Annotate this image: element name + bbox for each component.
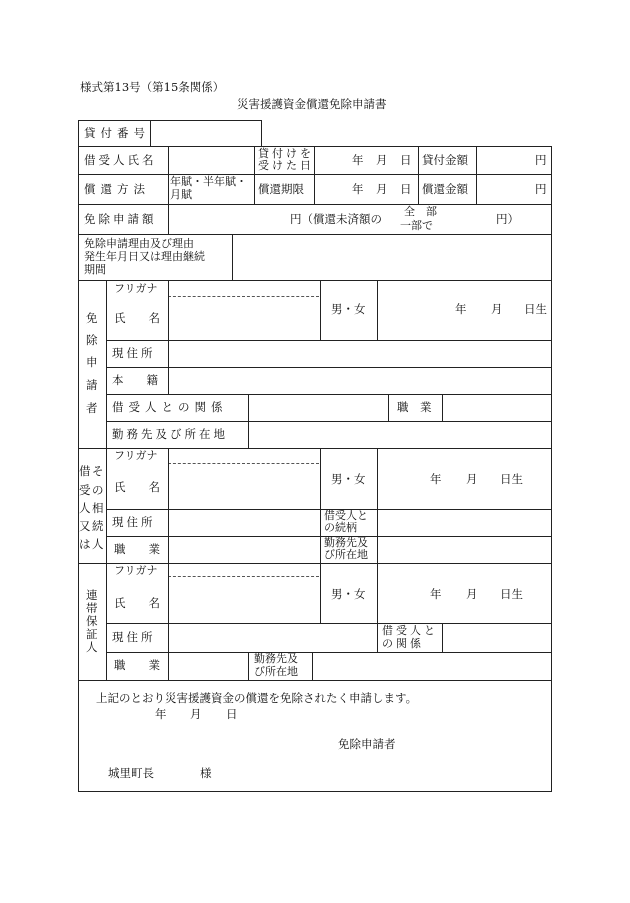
heir-side-char: 続 [92, 519, 104, 533]
guarantor-workplace-label-1: 勤務先及 [254, 652, 298, 665]
repay-method-label: 償還方法 [84, 182, 150, 196]
heir-birth-month: 月 [466, 472, 478, 486]
applicant-furigana-label: フリガナ [114, 282, 158, 295]
guarantor-birth-day: 日生 [500, 587, 523, 601]
repay-year: 年 [352, 182, 364, 196]
heir-relation-label-1: 借受人と [324, 509, 368, 522]
guarantor-birth-year: 年 [430, 587, 442, 601]
applicant-gender: 男・女 [331, 302, 366, 316]
heir-side-char: 人 [92, 537, 104, 551]
exempt-yen-close: 円） [496, 212, 519, 226]
applicant-birth-year: 年 [455, 302, 467, 316]
addressee-mayor: 城里町長 [108, 766, 154, 780]
guarantor-occupation-label: 職 業 [114, 658, 160, 672]
repay-month: 月 [376, 182, 388, 196]
heir-gender: 男・女 [331, 472, 366, 486]
exempt-part: 一部で [400, 219, 433, 232]
applicant-birth-month: 月 [491, 302, 503, 316]
repay-day: 日 [400, 182, 412, 196]
guarantor-relation-label-2: の関係 [382, 637, 424, 650]
heir-relation-label-2: の続柄 [324, 521, 357, 534]
loan-amount-label: 貸付金額 [422, 153, 468, 167]
guarantor-workplace-label-2: び所在地 [254, 665, 298, 678]
loan-number-field[interactable] [152, 122, 260, 145]
exempt-amount-label: 免除申請額 [84, 212, 157, 226]
applicant-occupation-label: 職 業 [397, 400, 432, 414]
guarantor-side-char: 帯 [86, 601, 98, 615]
declaration-text: 上記のとおり災害援護資金の償還を免除されたく申請します。 [96, 691, 418, 705]
heir-side-char: 受 [79, 483, 91, 497]
received-day: 日 [400, 153, 412, 167]
heir-side-char: 人 [79, 501, 91, 515]
guarantor-gender: 男・女 [331, 587, 366, 601]
guarantor-relation-label-1: 借受人と [382, 624, 438, 637]
applicant-domicile-label: 本 籍 [112, 373, 158, 387]
guarantor-side-char: 連 [86, 588, 98, 602]
guarantor-furigana-label: フリガナ [114, 564, 158, 577]
exemption-applicant-label: 免除申請者 [338, 737, 396, 751]
received-year: 年 [352, 153, 364, 167]
reason-label-3: 期間 [84, 263, 106, 276]
exempt-unpaid-text: 円（償還未済額の [290, 212, 382, 226]
repay-method-options-2: 月賦 [170, 188, 192, 201]
received-date-label-2: 受けた日 [258, 159, 314, 172]
declaration-year: 年 [155, 707, 167, 721]
loan-amount-yen: 円 [535, 153, 547, 167]
exempt-all: 全 部 [404, 205, 437, 218]
repay-amount-label: 償還金額 [422, 182, 468, 196]
applicant-workplace-label: 勤務先及び所在地 [112, 427, 228, 441]
heir-address-label: 現住所 [112, 515, 156, 529]
applicant-side-char: 請 [86, 378, 98, 392]
form-number: 様式第13号（第15条関係） [80, 80, 225, 94]
heir-workplace-label-1: 勤務先及 [324, 536, 368, 549]
applicant-side-char: 申 [86, 355, 98, 369]
received-date-label-1: 貸付けを [258, 147, 314, 160]
heir-occupation-label: 職 業 [114, 542, 160, 556]
applicant-relation-label: 借受人との関係 [112, 400, 228, 414]
addressee-honorific: 様 [200, 766, 212, 780]
applicant-side-char: 者 [86, 401, 98, 415]
heir-side-char: は [79, 537, 91, 551]
repay-method-options-1: 年賦・半年賦・ [170, 175, 247, 188]
reason-label-1: 免除申請理由及び理由 [84, 237, 194, 250]
heir-side-char: 相 [92, 501, 104, 515]
heir-side-char: 又 [79, 519, 91, 533]
heir-side-char: 借 [79, 464, 91, 478]
applicant-address-label: 現住所 [112, 346, 156, 360]
repay-period-label: 償還期限 [258, 182, 304, 196]
guarantor-birth-month: 月 [466, 587, 478, 601]
declaration-day: 日 [226, 707, 238, 721]
guarantor-address-label: 現住所 [112, 630, 156, 644]
borrower-name-label: 借受人氏名 [84, 153, 157, 167]
heir-side-char: の [92, 483, 104, 497]
declaration-month: 月 [190, 707, 202, 721]
heir-name-label: 氏 名 [114, 480, 160, 494]
heir-furigana-label: フリガナ [114, 449, 158, 462]
received-month: 月 [376, 153, 388, 167]
heir-workplace-label-2: び所在地 [324, 548, 368, 561]
reason-label-2: 発生年月日又は理由継続 [84, 250, 205, 263]
heir-side-char: そ [92, 464, 104, 478]
applicant-name-label: 氏 名 [114, 311, 160, 325]
guarantor-name-label: 氏 名 [114, 596, 160, 610]
guarantor-side-char: 保 [86, 614, 98, 628]
applicant-side-char: 除 [86, 333, 98, 347]
heir-birth-year: 年 [430, 472, 442, 486]
form-title: 災害援護資金償還免除申請書 [237, 97, 387, 111]
heir-birth-day: 日生 [500, 472, 523, 486]
guarantor-side-char: 証 [86, 627, 98, 641]
applicant-side-char: 免 [86, 311, 98, 325]
applicant-birth-day: 日生 [524, 302, 547, 316]
loan-number-label: 貸付番号 [84, 126, 150, 140]
guarantor-side-char: 人 [86, 640, 98, 654]
repay-amount-yen: 円 [535, 182, 547, 196]
